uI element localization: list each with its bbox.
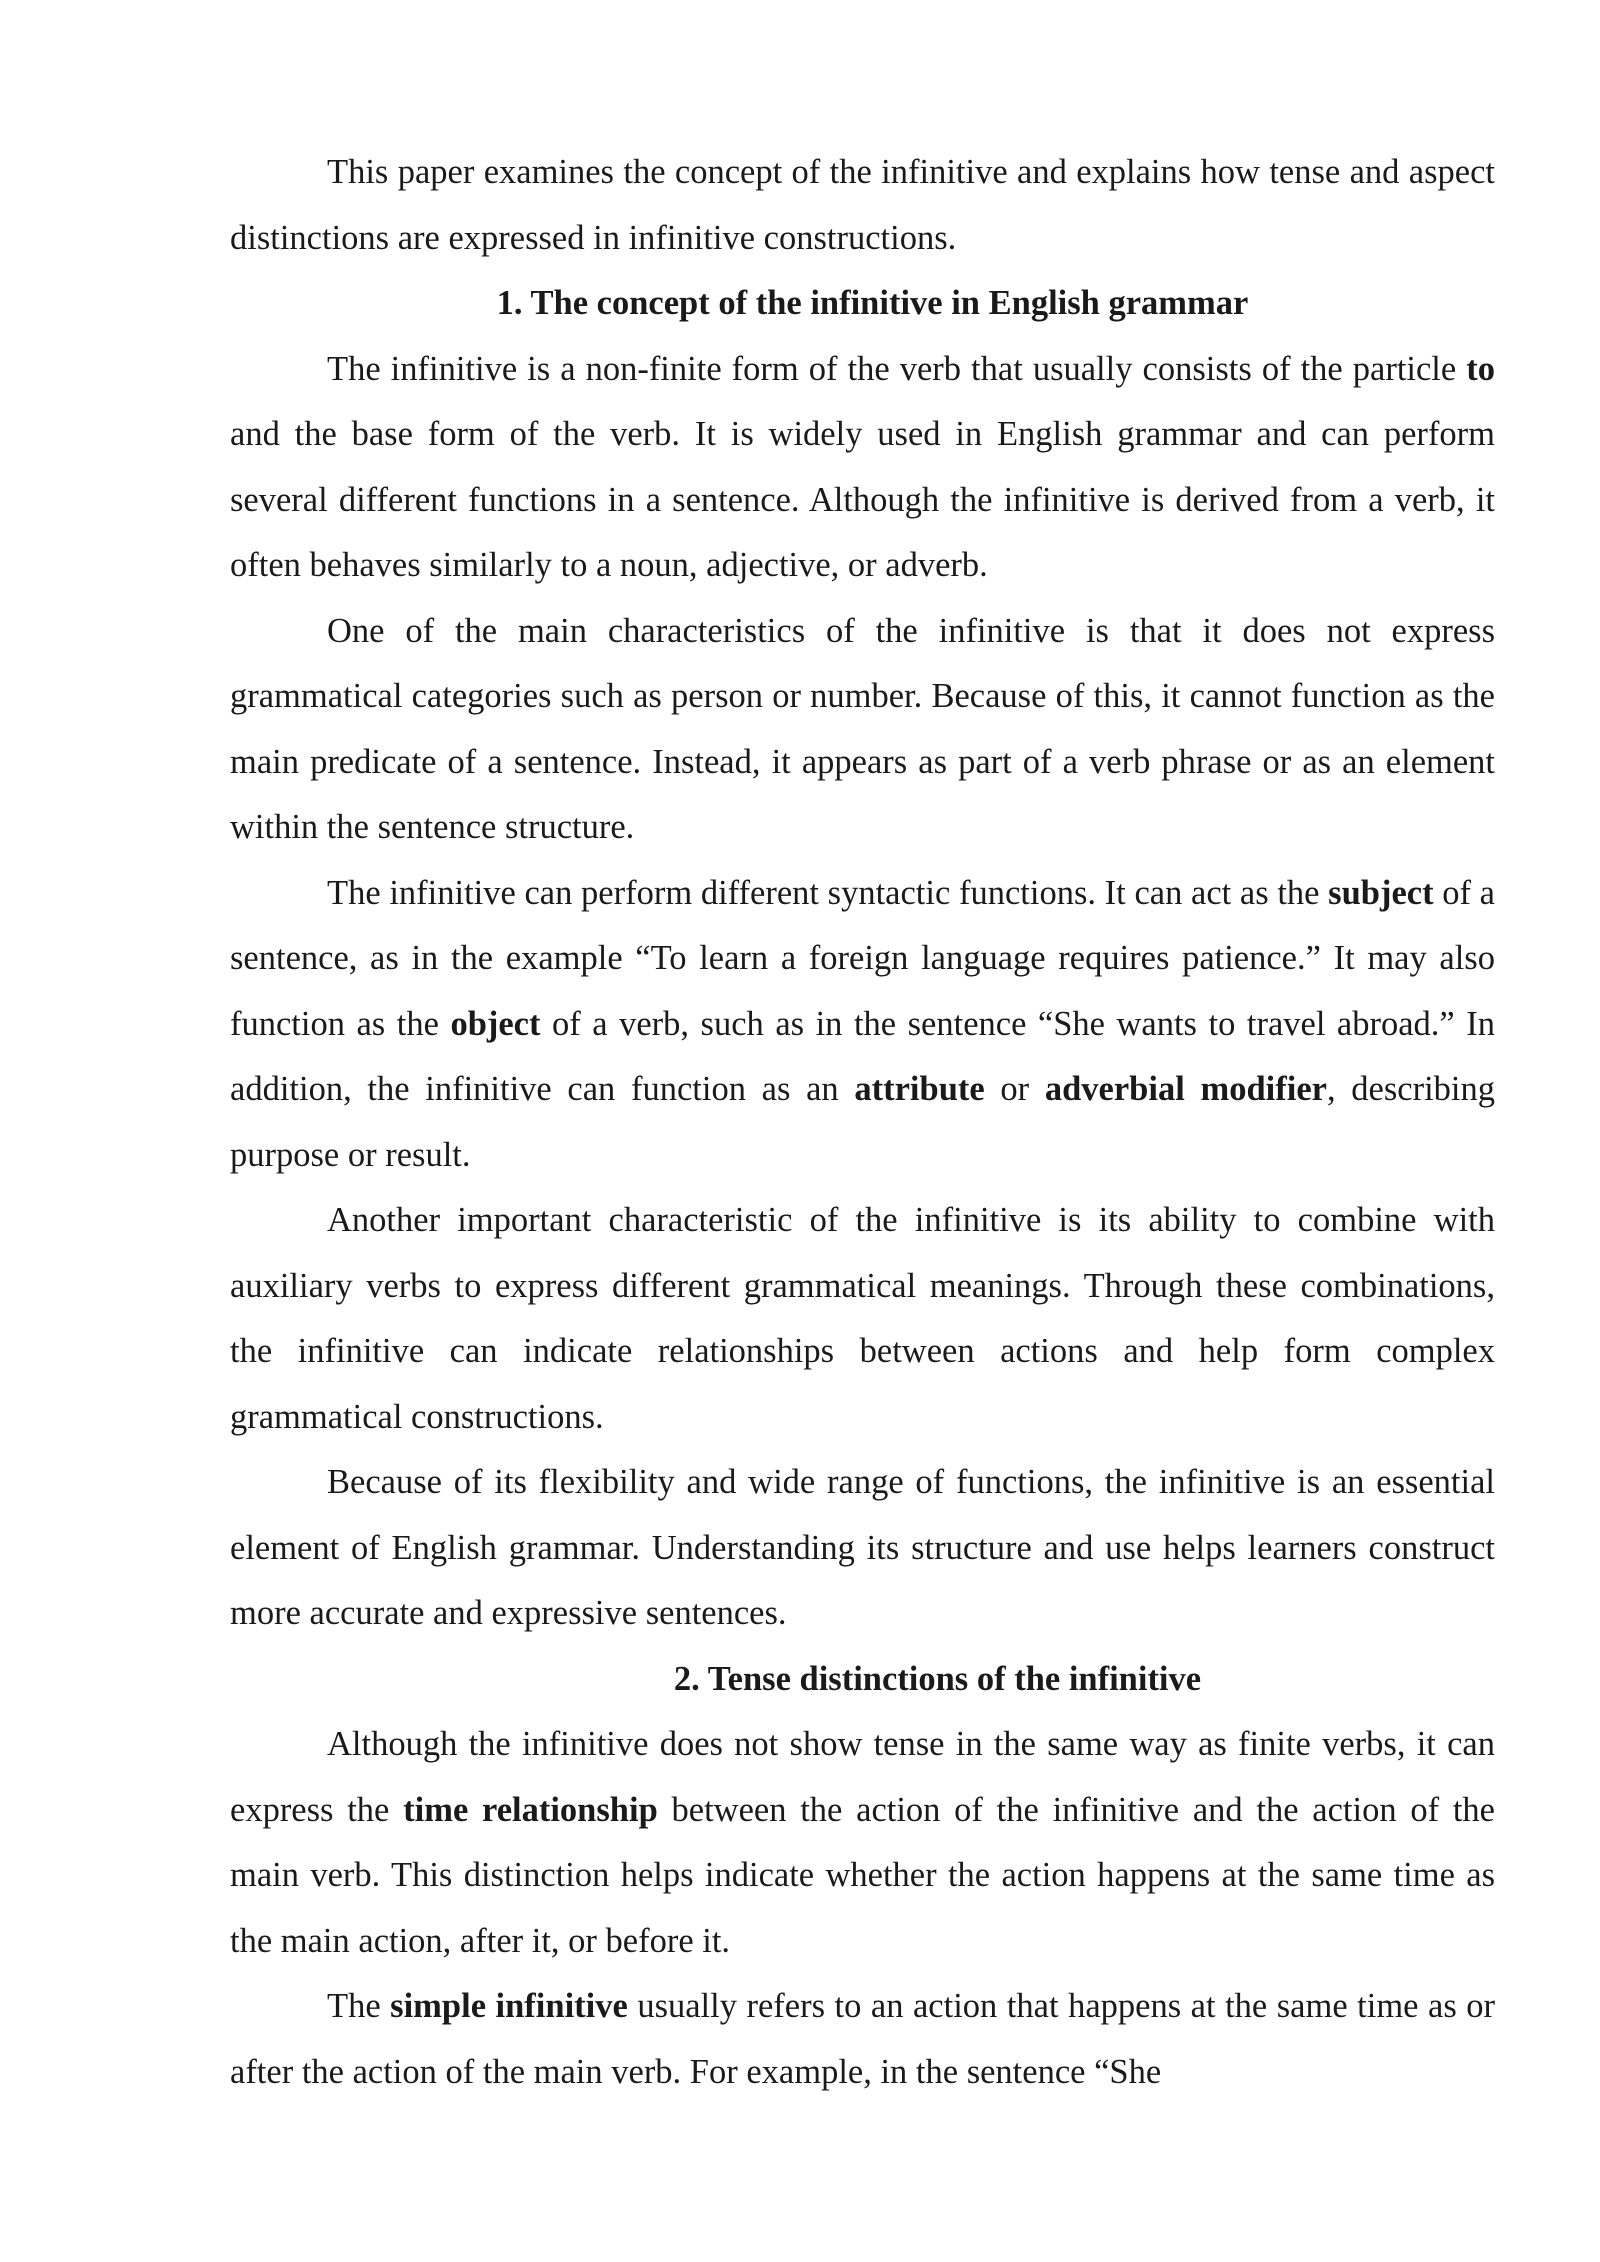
bold-term-subject: subject xyxy=(1328,873,1434,912)
bold-term-simple-infinitive: simple infinitive xyxy=(390,1987,628,2025)
bold-term-attribute: attribute xyxy=(854,1070,985,1108)
bold-term-time-relationship: time relationship xyxy=(403,1790,658,1829)
section-2-heading: 2. Tense distinctions of the infinitive xyxy=(673,1659,1202,1698)
section-1-paragraph-2: One of the main characteristics of the infinitive is that it does not express grammatical categories such as person or number. Because of this, it cannot function as the main predicate of a sentence. Instead, it appears as part of a verb phrase or as an element within the sentence structure. xyxy=(230,611,1495,846)
bold-term-adverbial-modifier: adverbial modifier xyxy=(1044,1070,1327,1108)
section-2-paragraph-2: The simple infinitive usually refers to an action that happens at the same time as or after the action of the main verb. For example, in the sentence “She xyxy=(230,1987,1496,2091)
section-1-paragraph-5: Because of its flexibility and wide range of functions, the infinitive is an essential element of English grammar. Understanding its structure and use helps learners construct more accurate and expressive sentences. xyxy=(230,1463,1495,1632)
bold-term-to: to xyxy=(1466,349,1495,388)
intro-paragraph: This paper examines the concept of the infinitive and explains how tense and aspect distinctions are expressed in infinitive constructions. xyxy=(230,153,1495,257)
section-1-paragraph-4: Another important characteristic of the infinitive is its ability to combine with auxiliary verbs to express different grammatical meanings. Through these combinations, the infinitive can indicate relationships between actions and help form complex grammatical constructions. xyxy=(230,1201,1495,1436)
section-1-paragraph-3: The infinitive can perform different syntactic functions. It can act as the subject of a sentence, as in the example “To learn a foreign language requires patience.” It may also function as the object of a verb, such as in the sentence “She wants to travel abroad.” In addition, the infinitive can function as an attribute or adverbial modifier, describing purpose or result. xyxy=(230,873,1495,1174)
section-1-heading: 1. The concept of the infinitive in English grammar xyxy=(496,284,1249,322)
section-2-paragraph-1: Although the infinitive does not show tense in the same way as finite verbs, it can express the time relationship between the action of the infinitive and the action of the main verb. This distinction helps indicate whether the action happens at the same time as the main action, after it, or before it. xyxy=(230,1725,1495,1960)
document-page xyxy=(230,140,1495,2105)
section-1-paragraph-1: The infinitive is a non-finite form of the verb that usually consists of the particle to and the base form of the verb. It is widely used in English grammar and can perform several different functions in a sentence. Although the infinitive is derived from a verb, it often behaves similarly to a noun, adjective, or adverb. xyxy=(230,349,1495,584)
bold-term-object: object xyxy=(450,1004,541,1043)
